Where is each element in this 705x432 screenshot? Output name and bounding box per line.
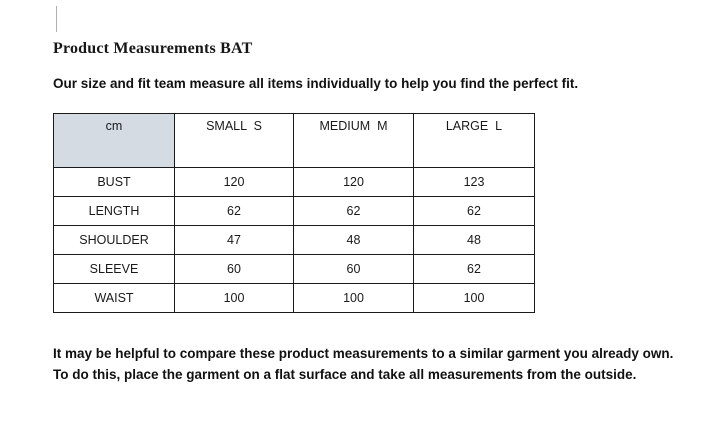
intro-text: Our size and fit team measure all items individually to help you find the perfect fit.	[53, 76, 579, 91]
footer-text	[53, 343, 673, 385]
row-label-sleeve: SLEEVE	[54, 255, 175, 284]
header-cell-cm: cm	[54, 114, 175, 168]
cell-shoulder-medium: 48	[294, 226, 414, 255]
cell-waist-medium: 100	[294, 284, 414, 313]
cell-length-small: 62	[175, 197, 294, 226]
measurements-table	[53, 113, 535, 313]
table-header-row	[54, 114, 535, 168]
cell-sleeve-medium: 60	[294, 255, 414, 284]
cell-shoulder-small: 47	[175, 226, 294, 255]
cell-waist-large: 100	[414, 284, 535, 313]
cell-bust-small: 120	[175, 168, 294, 197]
table-row-sleeve	[54, 255, 535, 284]
table-row-bust	[54, 168, 535, 197]
header-cell-medium: MEDIUM M	[294, 114, 414, 168]
table-row-length	[54, 197, 535, 226]
footer-line-1: It may be helpful to compare these product measurements to a similar garment you already own.	[53, 346, 674, 361]
cell-length-large: 62	[414, 197, 535, 226]
table-row-waist	[54, 284, 535, 313]
header-cell-large: LARGE L	[414, 114, 535, 168]
cell-bust-large: 123	[414, 168, 535, 197]
row-label-waist: WAIST	[54, 284, 175, 313]
cell-shoulder-large: 48	[414, 226, 535, 255]
row-label-shoulder: SHOULDER	[54, 226, 175, 255]
cell-sleeve-small: 60	[175, 255, 294, 284]
table-row-shoulder	[54, 226, 535, 255]
cell-length-medium: 62	[294, 197, 414, 226]
page-title: Product Measurements BAT	[53, 40, 253, 57]
cell-waist-small: 100	[175, 284, 294, 313]
footer-line-2: To do this, place the garment on a flat surface and take all measurements from the outside.	[53, 367, 637, 382]
row-label-bust: BUST	[54, 168, 175, 197]
text-cursor	[56, 6, 57, 32]
cell-sleeve-large: 62	[414, 255, 535, 284]
row-label-length: LENGTH	[54, 197, 175, 226]
cell-bust-medium: 120	[294, 168, 414, 197]
header-cell-small: SMALL S	[175, 114, 294, 168]
